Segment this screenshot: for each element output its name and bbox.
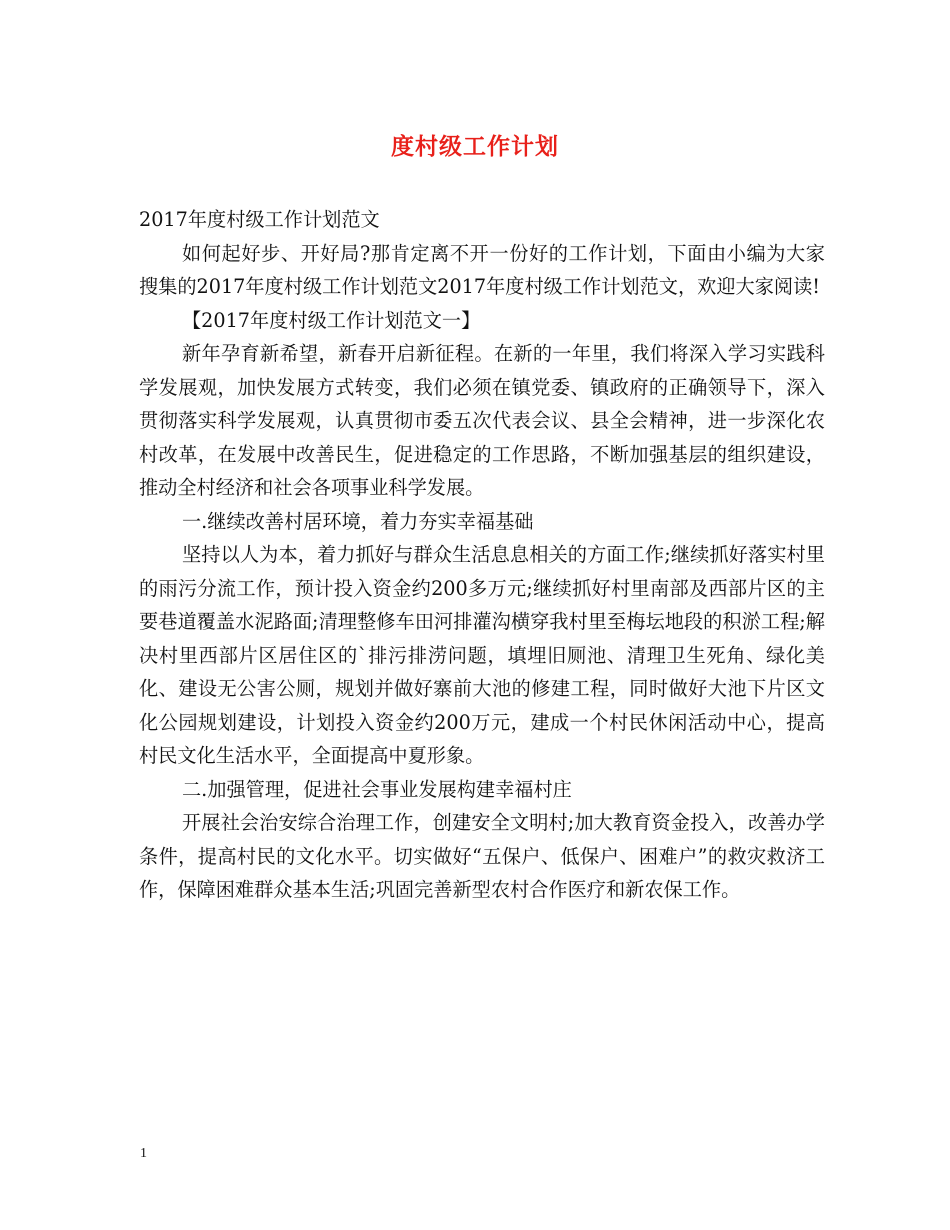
body-paragraph: 坚持以人为本，着力抓好与群众生活息息相关的方面工作;继续抓好落实村里的雨污分流工作，预计投入资金约200多万元;继续抓好村里南部及西部片区的主要巷道覆盖水泥路面;清理整修车田河排灌沟横穿我村里至梅坛地段的积淤工程;解决村里西部片区居住区的`排污排涝问题，填埋旧厕池、清理卫生死角、绿化美化、建设无公害公厕，规划并做好寨前大池的修建工程，同时做好大池下片区文化公园规划建设，计划投入资金约200万元，建成一个村民休闲活动中心，提高村民文化生活水平，全面提高中夏形象。: [139, 543, 825, 767]
document-subtitle: 2017年度村级工作计划范文: [139, 208, 380, 231]
body-paragraph: 新年孕育新希望，新春开启新征程。在新的一年里，我们将深入学习实践科学发展观，加快发展方式转变，我们必须在镇党委、镇政府的正确领导下，深入贯彻落实科学发展观，认真贯彻市委五次代表会议、县全会精神，进一步深化农村改革，在发展中改善民生，促进稳定的工作思路，不断加强基层的组织建设，推动全村经济和社会各项事业科学发展。: [139, 342, 825, 499]
section-heading-sample-one: 【2017年度村级工作计划范文一】: [182, 308, 481, 332]
body-paragraph: 开展社会治安综合治理工作，创建安全文明村;加大教育资金投入，改善办学条件，提高村民的文化水平。切实做好“五保户、低保户、困难户”的救灾救济工作，保障困难群众基本生活;巩固完善新型农村合作医疗和新农保工作。: [139, 811, 825, 901]
page-number: 1: [140, 1146, 147, 1161]
intro-paragraph: 如何起好步、开好局?那肯定离不开一份好的工作计划，下面由小编为大家搜集的2017年度村级工作计划范文2017年度村级工作计划范文，欢迎大家阅读!: [139, 241, 825, 298]
section-heading-one: 一.继续改善村居环境，着力夯实幸福基础: [182, 509, 534, 533]
document-body: [139, 203, 825, 907]
document-title: 度村级工作计划: [391, 134, 559, 160]
section-heading-two: 二.加强管理，促进社会事业发展构建幸福村庄: [182, 777, 572, 801]
